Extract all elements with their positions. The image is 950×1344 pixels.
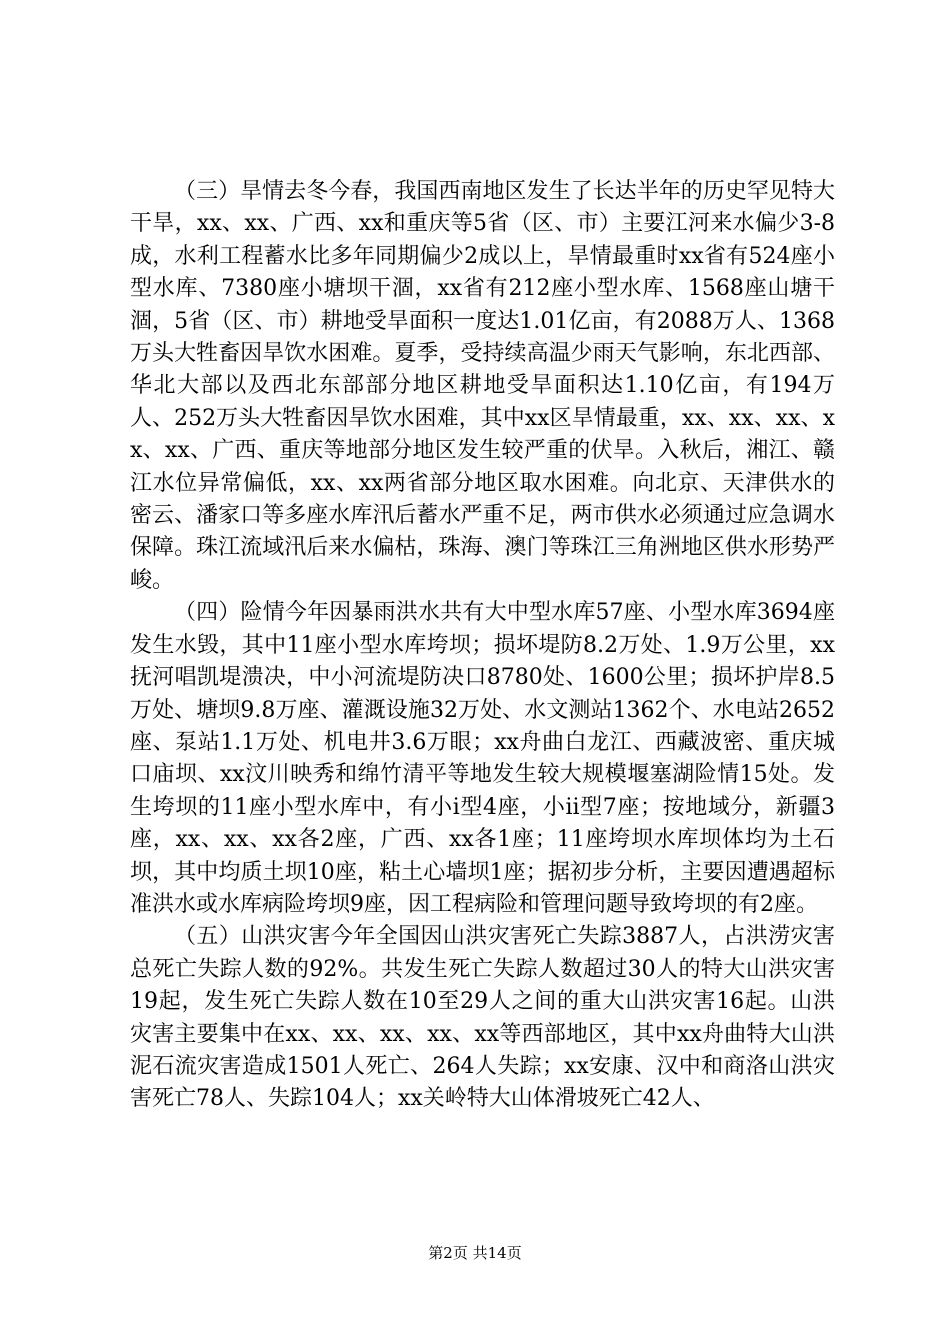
paragraph-flash-floods: （五）山洪灾害今年全国因山洪灾害死亡失踪3887人，占洪涝灾害总死亡失踪人数的92%。共发生死亡失踪人数超过30人的特大山洪灾害19起，发生死亡失踪人数在10至29人之间的重大山洪灾害16起。山洪灾害主要集中在xx、xx、xx、xx、xx等西部地区，其中xx舟曲特大山洪泥石流灾害造成1501人死亡、264人失踪；xx安康、汉中和商洛山洪灾害死亡78人、失踪104人；xx关岭特大山体滑坡死亡42人、	[130, 924, 835, 1112]
paragraph-hazards: （四）险情今年因暴雨洪水共有大中型水库57座、小型水库3694座发生水毁，其中11座小型水库垮坝；损坏堤防8.2万处、1.9万公里，xx抚河唱凯堤溃决，中小河流堤防决口8780处、1600公里；损坏护岸8.5万处、塘坝9.8万座、灌溉设施32万处、水文测站1362个、水电站2652座、泵站1.1万处、机电井3.6万眼；xx舟曲白龙江、西藏波密、重庆城口庙坝、xx汶川映秀和绵竹清平等地发生较大规模堰塞湖险情15处。发生垮坝的11座小型水库中，有小ⅰ型4座，小ⅱ型7座；按地域分，新疆3座，xx、xx、xx各2座，广西、xx各1座；11座垮坝水库坝体均为土石坝，其中均质土坝10座，粘土心墙坝1座；据初步分析，主要因遭遇超标准洪水或水库病险垮坝9座，因工程病险和管理问题导致垮坝的有2座。	[130, 600, 835, 917]
page-footer: 第2页 共14页	[428, 1244, 522, 1262]
document-body	[130, 176, 835, 1116]
paragraph-drought: （三）旱情去冬今春，我国西南地区发生了长达半年的历史罕见特大干旱，xx、xx、广西、xx和重庆等5省（区、市）主要江河来水偏少3-8成，水利工程蓄水比多年同期偏少2成以上，旱情最重时xx省有524座小型水库、7380座小塘坝干涸，xx省有212座小型水库、1568座山塘干涸，5省（区、市）耕地受旱面积一度达1.01亿亩，有2088万人、1368万头大牲畜因旱饮水困难。夏季，受持续高温少雨天气影响，东北西部、华北大部以及西北东部部分地区耕地受旱面积达1.10亿亩，有194万人、252万头大牲畜因旱饮水困难，其中xx区旱情最重，xx、xx、xx、xx、xx、广西、重庆等地部分地区发生较严重的伏旱。入秋后，湘江、赣江水位异常偏低，xx、xx两省部分地区取水困难。向北京、天津供水的密云、潘家口等多座水库汛后蓄水严重不足，两市供水必须通过应急调水保障。珠江流域汛后来水偏枯，珠海、澳门等珠江三角洲地区供水形势严峻。	[130, 179, 835, 593]
